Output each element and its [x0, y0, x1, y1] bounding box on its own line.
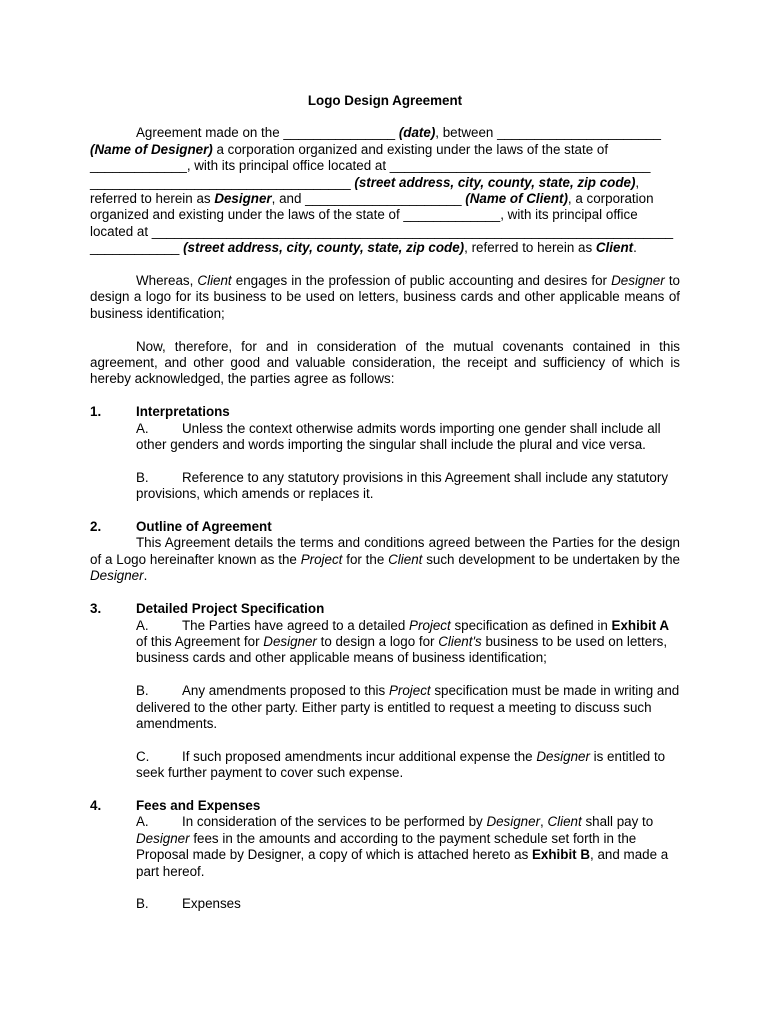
clause-text: Reference to any statutory provisions in this Agreement shall include any statutory provisions, which amends or replaces it.: [136, 469, 669, 502]
text: , between ______________________: [435, 125, 661, 141]
clause-1b: [90, 470, 680, 503]
clause-1a: [90, 421, 680, 454]
text: a corporation organized and existing under the laws of the state of: [212, 141, 609, 157]
designer-name-placeholder: (Name of Designer): [90, 141, 213, 157]
defined-term: Designer: [263, 633, 317, 649]
text: ,: [635, 174, 640, 190]
text: , referred to herein as: [464, 240, 596, 256]
clause-label: B.: [136, 683, 149, 699]
text: for the: [342, 551, 389, 567]
client-name-placeholder: (Name of Client): [465, 191, 568, 207]
clause-text: Expenses: [182, 896, 241, 912]
text: business to be used on letters, business cards and other applicable means of business identification;: [136, 633, 668, 666]
text: to design a logo for its business to be used on letters, business cards and other applicable means of business identification;: [90, 273, 680, 321]
text: specification must be made in writing and delivered to the other party. Either party is entitled to request a meeting to discuss such amendments.: [136, 683, 680, 731]
defined-term: Designer: [536, 748, 590, 764]
text: In consideration of the services to be performed by: [182, 814, 487, 830]
date-placeholder: (date): [398, 125, 436, 141]
text: ____________: [90, 240, 184, 256]
preamble-line: [90, 240, 680, 256]
section-4-heading: [90, 798, 680, 814]
text: of this Agreement for: [136, 633, 264, 649]
now-therefore-paragraph: Now, therefore, for and in consideration of the mutual covenants contained in this agreement, and other good and valuable consideration, the receipt and sufficiency of which is hereby acknowledged, the parties agree as follows:: [90, 338, 680, 387]
defined-term: Client's: [438, 633, 482, 649]
section-number: 1.: [90, 404, 102, 420]
section-number: 4.: [90, 797, 102, 813]
text: , and made a part hereof.: [136, 847, 669, 879]
defined-term: Client: [388, 551, 423, 567]
exhibit-reference: Exhibit B: [532, 847, 591, 863]
text: Whereas,: [136, 273, 198, 289]
preamble-line: located at ______________________________________________________________________: [90, 223, 674, 239]
text: The Parties have agreed to a detailed: [182, 617, 410, 633]
clause-label: B.: [136, 896, 149, 912]
clause-4b: [90, 896, 680, 912]
defined-term: Designer: [90, 568, 144, 584]
text: fees in the amounts and according to the payment schedule set forth in the Proposal made by Designer, a copy of which is attached hereto as: [136, 830, 637, 863]
preamble-line: [90, 191, 680, 207]
defined-term: Project: [300, 551, 343, 567]
section-title: Interpretations: [136, 404, 230, 420]
document-page: [90, 93, 680, 913]
section-number: 3.: [90, 601, 102, 617]
defined-term: Client: [547, 814, 582, 830]
defined-term: Project: [409, 617, 451, 633]
text: referred to herein as: [90, 191, 215, 207]
defined-term: Designer: [611, 273, 665, 289]
text: specification as defined in: [450, 617, 612, 633]
text: , a corporation: [567, 191, 654, 207]
section-title: Detailed Project Specification: [136, 601, 325, 617]
defined-term: Project: [388, 683, 431, 699]
clause-4a: [90, 814, 680, 880]
section-title: Outline of Agreement: [136, 519, 272, 535]
defined-term: Client: [595, 240, 634, 256]
exhibit-reference: Exhibit A: [611, 617, 670, 633]
clause-label: B.: [136, 469, 149, 485]
clause-label: A.: [136, 617, 149, 633]
text: Any amendments proposed to this: [182, 683, 389, 699]
text: ,: [540, 814, 548, 830]
defined-term: Designer: [214, 191, 272, 207]
defined-term: Client: [197, 273, 232, 289]
clause-3b: [90, 683, 680, 732]
text: , and _____________________: [271, 191, 466, 207]
section-2-heading: [90, 519, 680, 535]
preamble-line: _____________, with its principal office located at ___________________________________: [90, 158, 651, 174]
section-3-heading: [90, 601, 680, 617]
clause-3c: [90, 749, 680, 782]
clause-3a: [90, 618, 680, 667]
section-2-text: [90, 535, 680, 584]
whereas-paragraph: [90, 273, 680, 322]
section-number: 2.: [90, 519, 102, 535]
section-1-heading: [90, 404, 680, 420]
text: engages in the profession of public accounting and desires for: [231, 273, 612, 289]
text: is entitled to seek further payment to cover such expense.: [136, 748, 666, 781]
clause-label: A.: [136, 420, 149, 436]
text: to design a logo for: [316, 633, 439, 649]
text: This Agreement details the terms and conditions agreed between the Parties for the design of a Logo hereinafter known as the: [90, 535, 680, 567]
address-placeholder: (street address, city, county, state, zip code): [354, 174, 636, 190]
preamble: [90, 125, 680, 256]
defined-term: Designer: [486, 814, 541, 830]
text: such development to be undertaken by the: [422, 551, 680, 567]
preamble-line: [90, 125, 680, 141]
text: ___________________________________: [90, 174, 355, 190]
text: .: [143, 568, 148, 584]
text: If such proposed amendments incur additional expense the: [182, 748, 537, 764]
text: .: [633, 240, 637, 256]
preamble-line: organized and existing under the laws of the state of _____________, with its principal office: [90, 207, 638, 223]
text: shall pay to: [581, 814, 654, 830]
address-placeholder: (street address, city, county, state, zip code): [183, 240, 465, 256]
document-title: Logo Design Agreement: [307, 93, 463, 108]
section-title: Fees and Expenses: [136, 797, 261, 813]
text: Agreement made on the _______________: [136, 125, 399, 141]
clause-label: A.: [136, 814, 149, 830]
clause-label: C.: [136, 748, 150, 764]
preamble-line: [90, 175, 680, 191]
preamble-line: [90, 142, 680, 158]
clause-text: Unless the context otherwise admits words importing one gender shall include all other genders and words importing the singular shall include the plural and vice versa.: [136, 420, 661, 453]
defined-term: Designer: [136, 830, 190, 846]
